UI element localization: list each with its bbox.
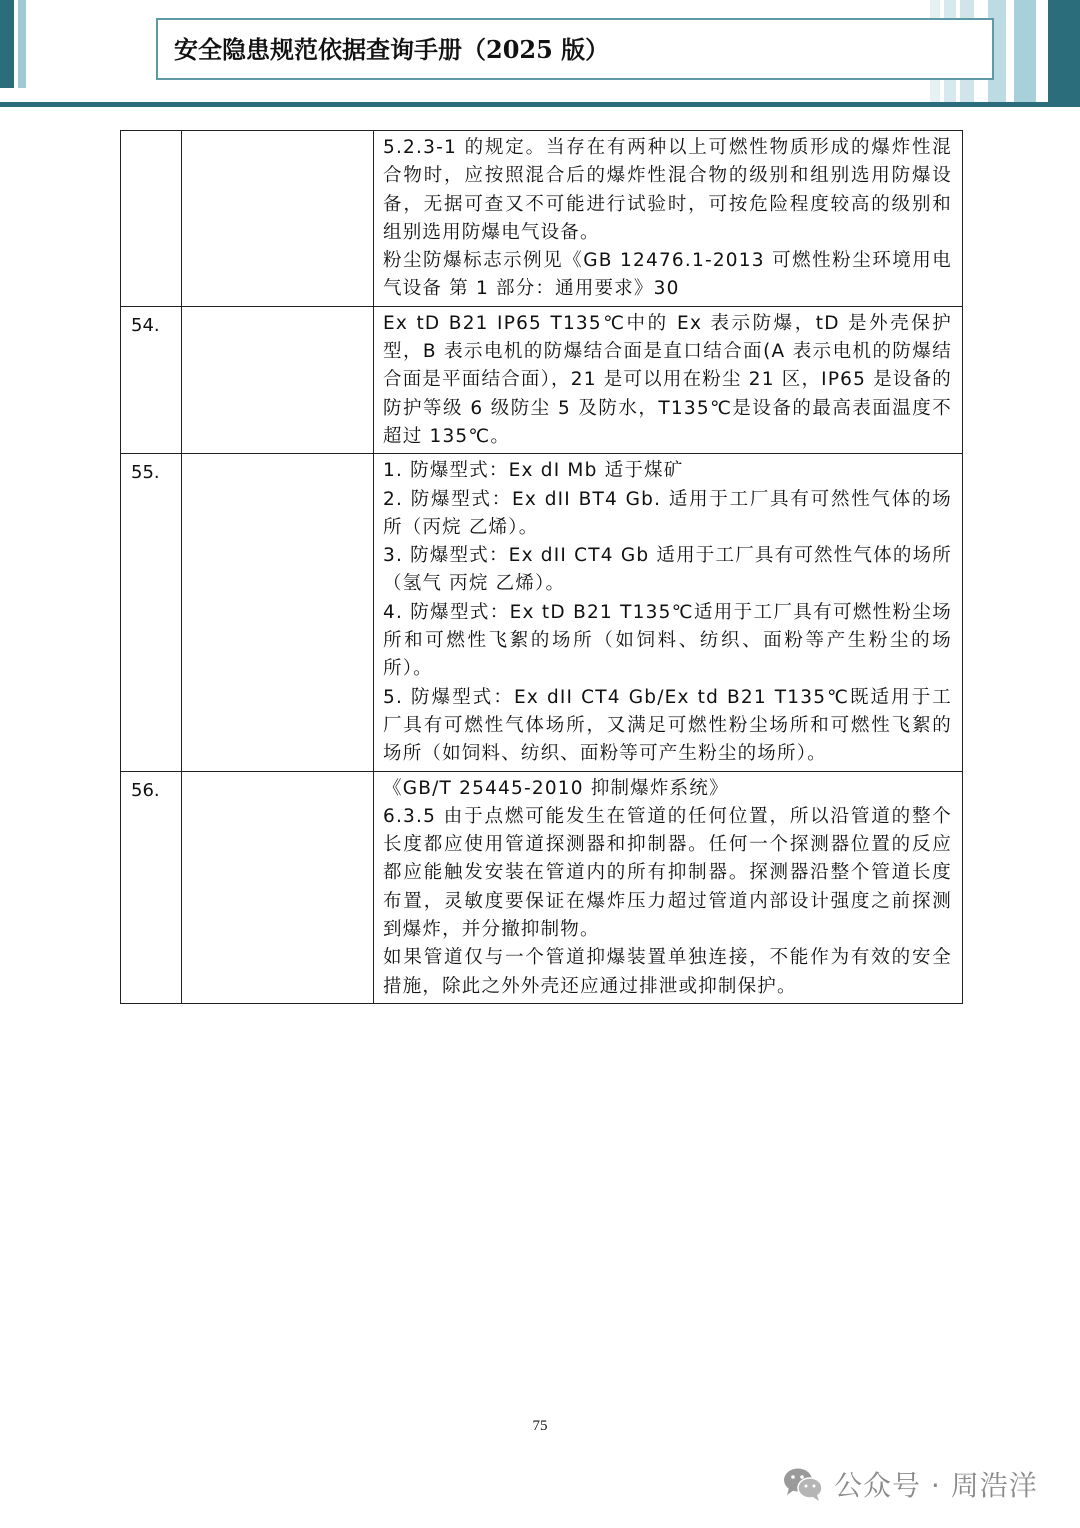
row-number-cell — [121, 131, 182, 307]
row-paragraph: 3. 防爆型式：Ex dII CT4 Gb 适用于工厂具有可然性气体的场所（氢气 丙烷 乙烯）。 — [383, 545, 952, 595]
row-item-cell — [182, 771, 374, 1003]
row-paragraph: 2. 防爆型式：Ex dII BT4 Gb. 适用于工厂具有可然性气体的场所（丙烷 乙烯）。 — [383, 488, 952, 538]
wechat-icon — [782, 1466, 824, 1502]
table-row — [121, 771, 963, 1003]
page-number: 75 — [532, 1418, 548, 1434]
row-item — [182, 454, 373, 459]
row-paragraph: 粉尘防爆标志示例见《GB 12476.1-2013 可燃性粉尘环境用电气设备 第 1 部分：通用要求》30 — [383, 250, 952, 300]
row-number: 55. — [131, 462, 160, 484]
row-item-cell — [182, 454, 374, 771]
regulation-table — [120, 130, 963, 1004]
watermark-text: 公众号 · 周浩洋 — [834, 1469, 1038, 1502]
row-text-cell — [374, 306, 963, 453]
header-rule — [0, 102, 1080, 107]
row-text-cell — [374, 771, 963, 1003]
row-number-cell — [121, 306, 182, 453]
watermark — [782, 1464, 1038, 1504]
table-row — [121, 306, 963, 453]
row-paragraph: 5.2.3-1 的规定。当存在有两种以上可燃性物质形成的爆炸性混合物时，应按照混合后的爆炸性混合物的级别和组别选用防爆设备，无据可查又不可能进行试验时，可按危险程度较高的级别和组别选用防爆电气设备。 — [383, 137, 952, 243]
row-item — [182, 307, 373, 312]
row-paragraph: 1. 防爆型式：Ex dI Mb 适于煤矿 — [383, 460, 684, 482]
row-paragraph: 6.3.5 由于点燃可能发生在管道的任何位置，所以沿管道的整个长度都应使用管道探测器和抑制器。任何一个探测器位置的反应都应能触发安装在管道内的所有抑制器。探测器沿整个管道长度布置，灵敏度要保证在爆炸压力超过管道内部设计强度之前探测到爆炸，并分撤抑制物。 — [383, 805, 952, 941]
table-row — [121, 454, 963, 771]
row-number: 54. — [131, 314, 160, 336]
row-text-cell — [374, 131, 963, 307]
row-number: 56. — [131, 779, 160, 801]
row-text-cell — [374, 454, 963, 771]
row-item-cell — [182, 306, 374, 453]
table-row — [121, 131, 963, 307]
row-item — [182, 772, 373, 777]
row-paragraph: 4. 防爆型式：Ex tD B21 T135℃适用于工厂具有可燃性粉尘场所和可燃性飞絮的场所（如饲料、纺织、面粉等产生粉尘的场所）。 — [383, 601, 952, 680]
row-paragraph: 如果管道仅与一个管道抑爆装置单独连接，不能作为有效的安全措施，除此之外外壳还应通过排泄或抑制保护。 — [383, 947, 952, 997]
document-title: 安全隐患规范依据查询手册（2025 版） — [174, 35, 610, 64]
row-number-cell — [121, 771, 182, 1003]
row-paragraph: 5. 防爆型式：Ex dII CT4 Gb/Ex td B21 T135℃既适用于工厂具有可燃性气体场所，又满足可燃性粉尘场所和可燃性飞絮的场所（如饲料、纺织、面粉等可产生粉尘的场所）。 — [383, 686, 952, 765]
row-item — [182, 131, 373, 136]
row-number-cell — [121, 454, 182, 771]
row-number — [121, 131, 181, 136]
row-paragraph: 《GB/T 25445-2010 抑制爆炸系统》 — [383, 777, 729, 799]
header-left-bar-light — [18, 0, 26, 88]
header-box — [156, 18, 994, 80]
row-item-cell — [182, 131, 374, 307]
row-paragraph: Ex tD B21 IP65 T135℃中的 Ex 表示防爆，tD 是外壳保护型，B 表示电机的防爆结合面是直口结合面(A 表示电机的防爆结合面是平面结合面），21 是可以用在粉尘 21 区，IP65 是设备的防护等级 6 级防尘 5 及防水，T135℃是设备的最高表面温度不超过 135℃。 — [383, 312, 953, 447]
header-left-bar — [0, 0, 14, 88]
